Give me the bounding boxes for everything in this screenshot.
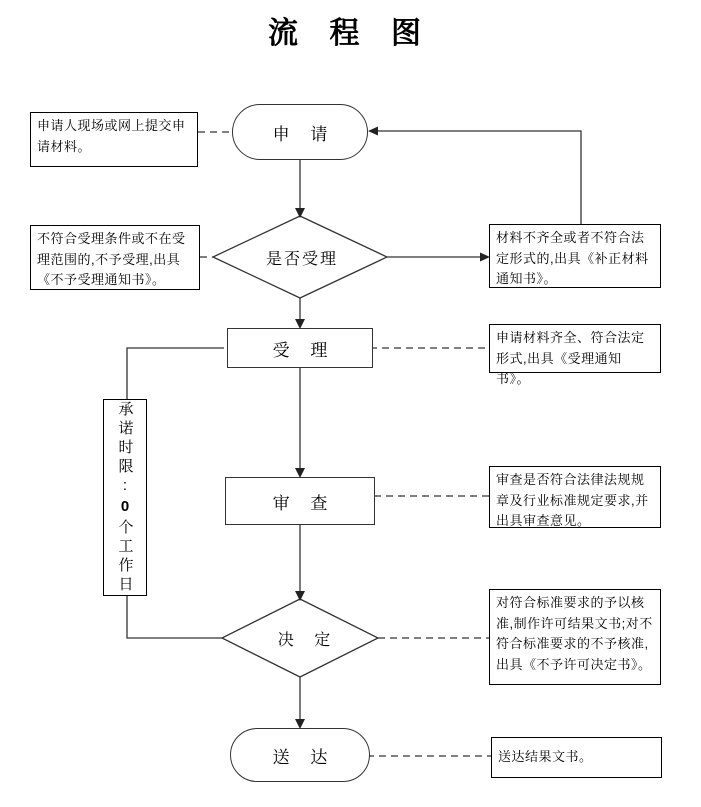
note-accept-notice [489,324,661,386]
note-supplement-text: 材料不齐全或者不符合法定形式的,出具《补正材料通知书》。 [496,230,649,286]
arrowhead-into-isaccept [295,208,305,218]
note-decide [489,589,661,685]
arrowhead-into-apply [368,127,378,136]
time-limit-prefix: 承诺时限: [116,400,134,498]
node-apply [232,104,368,160]
node-apply-label: 申 请 [272,124,336,144]
note-supplement [489,224,661,288]
node-decide [230,627,378,649]
time-limit-text [118,401,133,595]
time-limit-box [103,399,147,596]
connector-timelimit-to-decide [127,596,222,638]
node-review-label: 审 查 [272,493,336,513]
connector-supplement-return [377,131,581,224]
note-deliver-text: 送达结果文书。 [498,749,593,765]
note-review-text: 审查是否符合法律法规规章及行业标准规定要求,并出具审查意见。 [496,472,649,528]
node-accept-label: 受 理 [272,340,336,360]
node-review [225,477,375,525]
note-deliver [491,737,662,778]
arrowhead-into-decide [295,591,305,601]
note-accept-notice-text: 申请材料齐全、符合法定形式,出具《受理通知书》。 [496,330,645,386]
note-decide-text: 对符合标准要求的予以核准,制作许可结果文书;对不符合标准要求的不予核准,出具《不予许可决定书》。 [496,595,653,672]
node-is-accept-label: 是否受理 [265,250,338,268]
node-deliver [230,728,370,782]
page-title: 流 程 图 [268,17,433,50]
node-decide-label: 决 定 [277,631,339,649]
note-submit [30,112,198,167]
note-reject [30,225,200,290]
note-reject-text: 不符合受理条件或不在受理范围的,不予受理,出具《不予受理通知书》。 [37,231,186,287]
node-deliver-label: 送 达 [272,747,336,767]
note-submit-text: 申请人现场或网上提交申请材料。 [37,118,186,154]
time-limit-suffix: 个工作日 [116,518,134,595]
node-is-accept [230,246,372,268]
connector-accept-left [127,348,224,399]
node-accept [227,328,373,368]
note-review [489,466,661,528]
time-limit-value: 0 [116,497,134,519]
